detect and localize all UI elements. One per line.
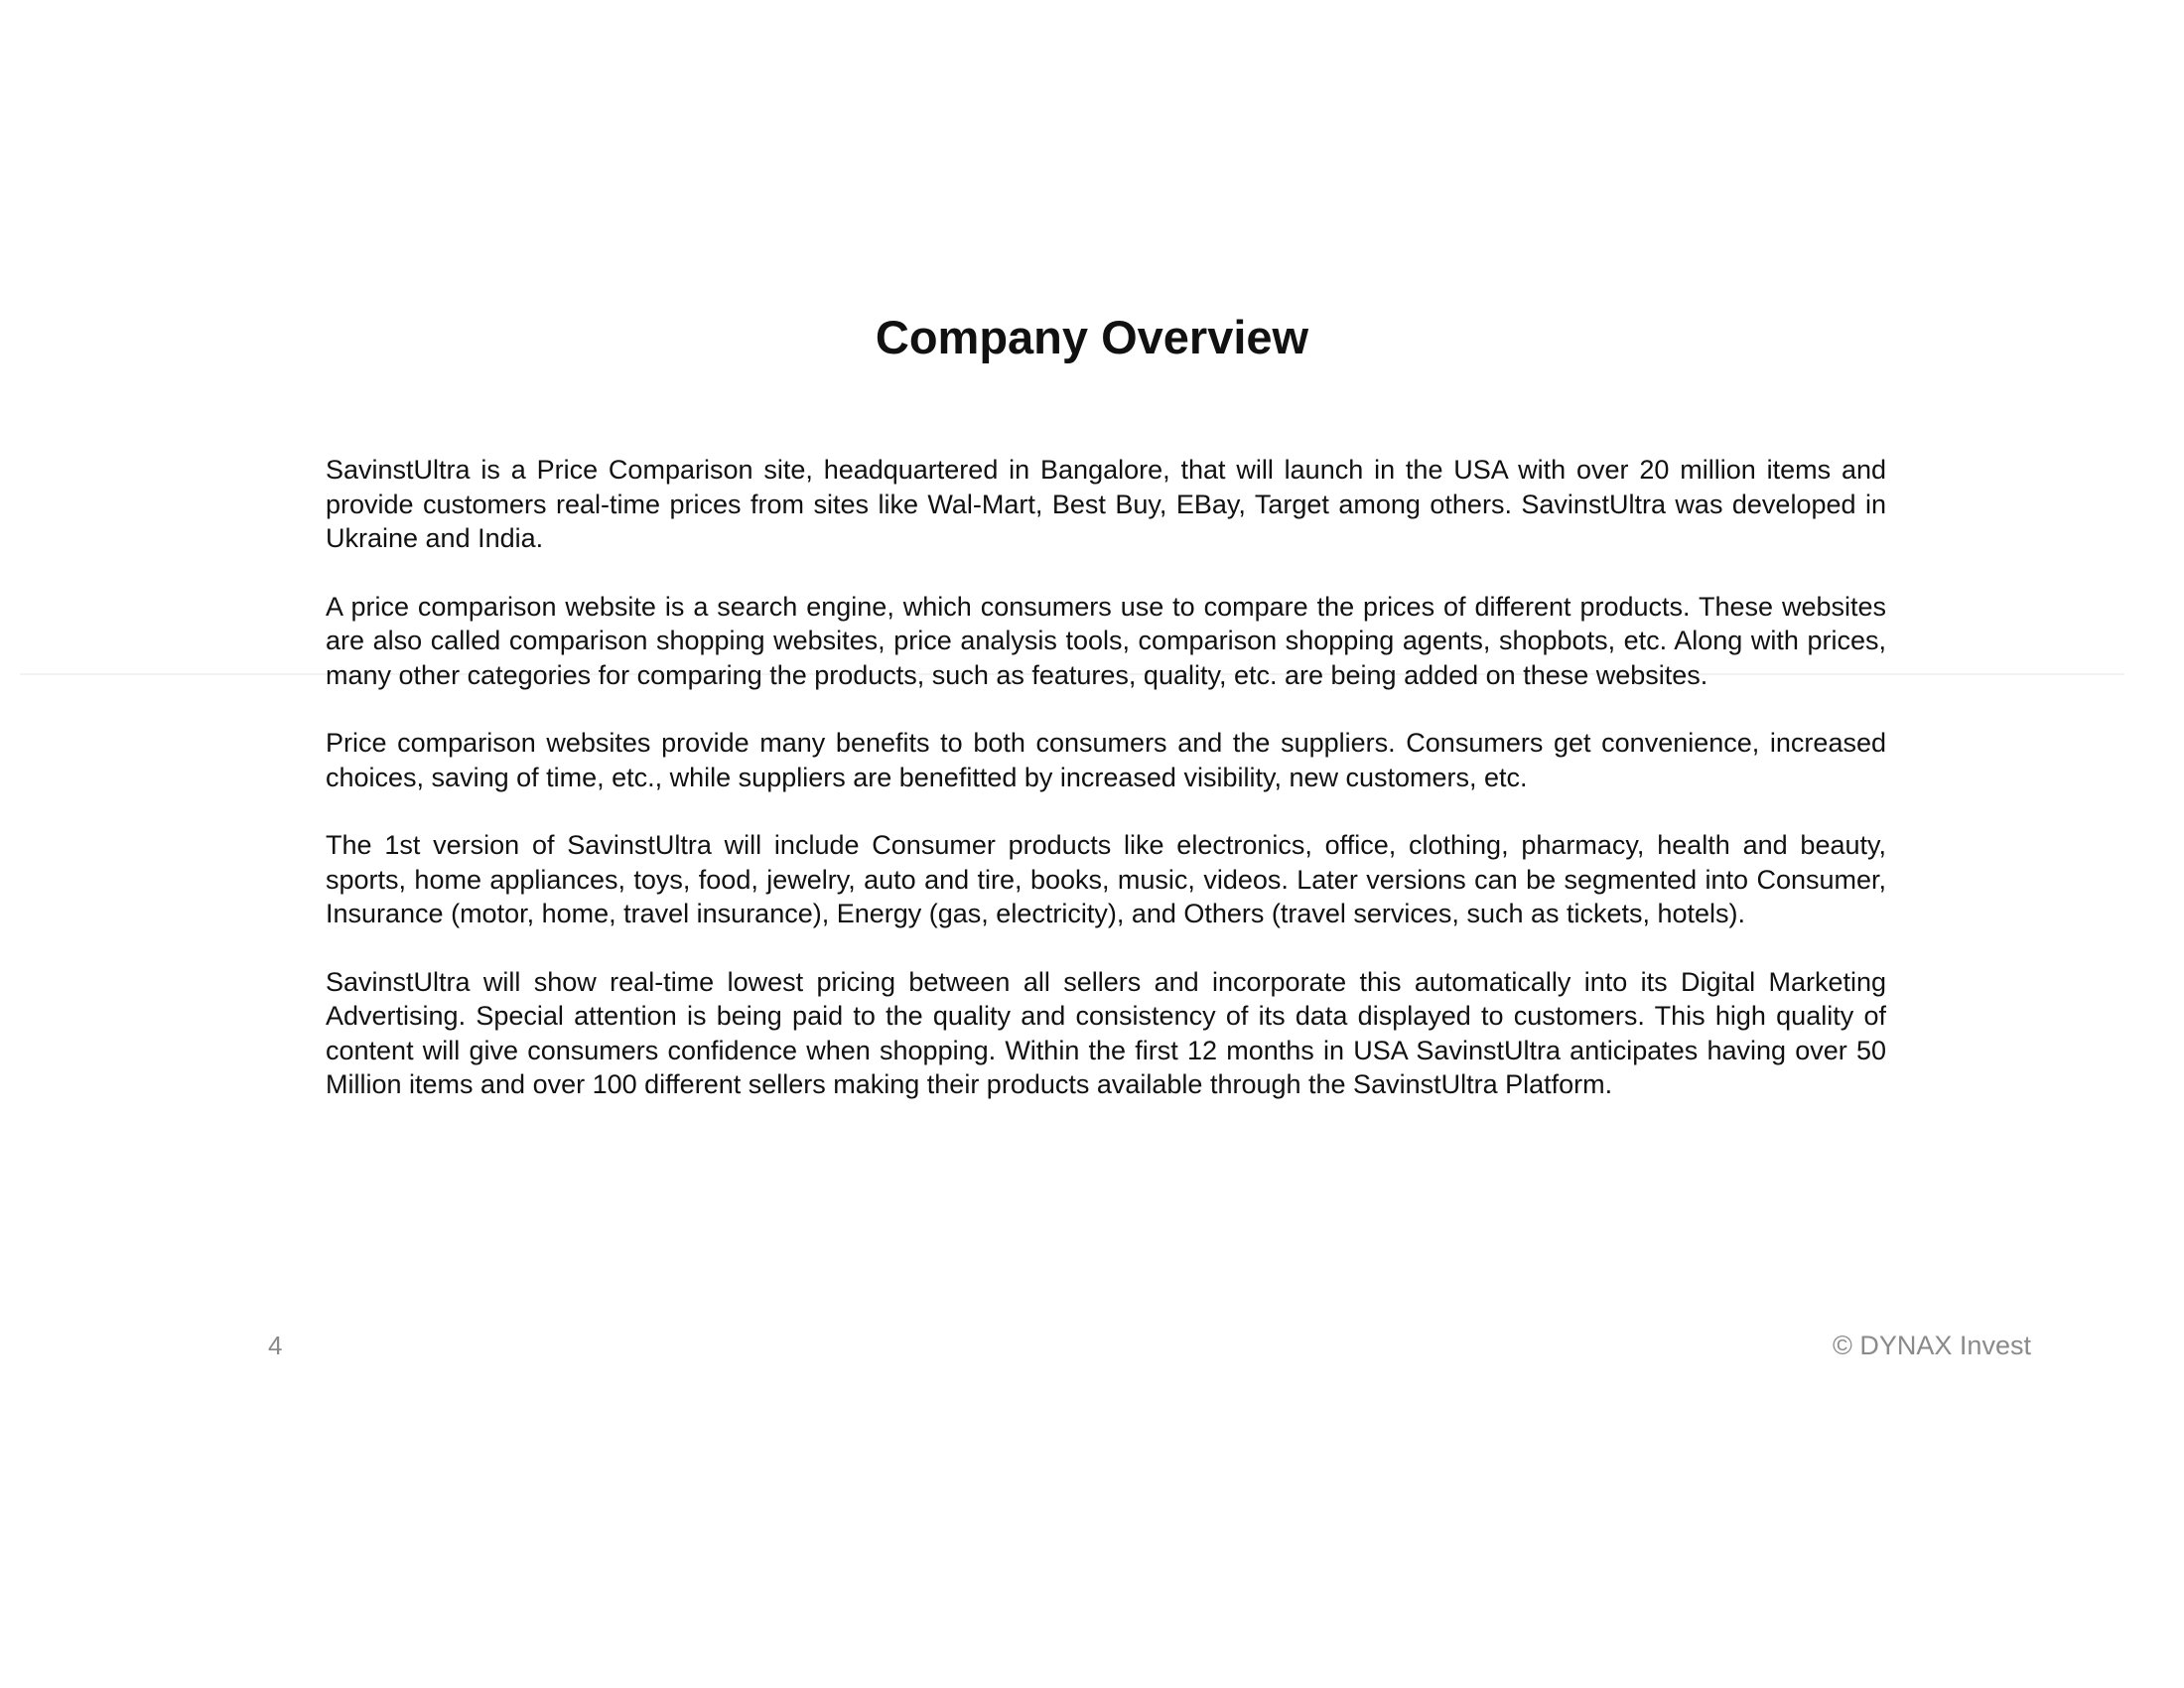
paragraph-benefits: Price comparison websites provide many benefits to both consumers and the suppliers. Consumers get convenience, increased choices, saving of time, etc., while suppliers are benefitted by increased visibility, new customers, etc. [326, 728, 1886, 792]
page-title: Company Overview [875, 311, 1309, 363]
copyright-notice: © DYNAX Invest [1833, 1331, 2031, 1360]
paragraph-pricing: SavinstUltra will show real-time lowest pricing between all sellers and incorporate this automatically into its Digital Marketing Advertising. Special attention is being paid to the quality and consistency of its data displayed to customers. This high quality of content will give consumers confidence when shopping. Within the first 12 months in USA SavinstUltra anticipates having over 50 Million items and over 100 different sellers making their products available through the SavinstUltra Platform. [326, 966, 1886, 1099]
body-text [326, 453, 1886, 1136]
paragraph-first-version: The 1st version of SavinstUltra will include Consumer products like electronics, office, clothing, pharmacy, health and beauty, sports, home appliances, toys, food, jewelry, auto and tire, books, music, videos. Later versions can be segmented into Consumer, Insurance (motor, home, travel insurance), Energy (gas, electricity), and Others (travel services, such as tickets, hotels). [326, 830, 1886, 928]
page-number: 4 [268, 1331, 283, 1360]
paragraph-definition: A price comparison website is a search engine, which consumers use to compare the prices of different products. These websites are also called comparison shopping websites, price analysis tools, comparison shopping agents, shopbots, etc. Along with prices, many other categories for comparing the products, such as features, quality, etc. are being added on these websites. [326, 591, 1886, 690]
paragraph-intro: SavinstUltra is a Price Comparison site, headquartered in Bangalore, that will launch in the USA with over 20 million items and provide customers real-time prices from sites like Wal-Mart, Best Buy, EBay, Target among others. SavinstUltra was developed in Ukraine and India. [326, 455, 1886, 553]
